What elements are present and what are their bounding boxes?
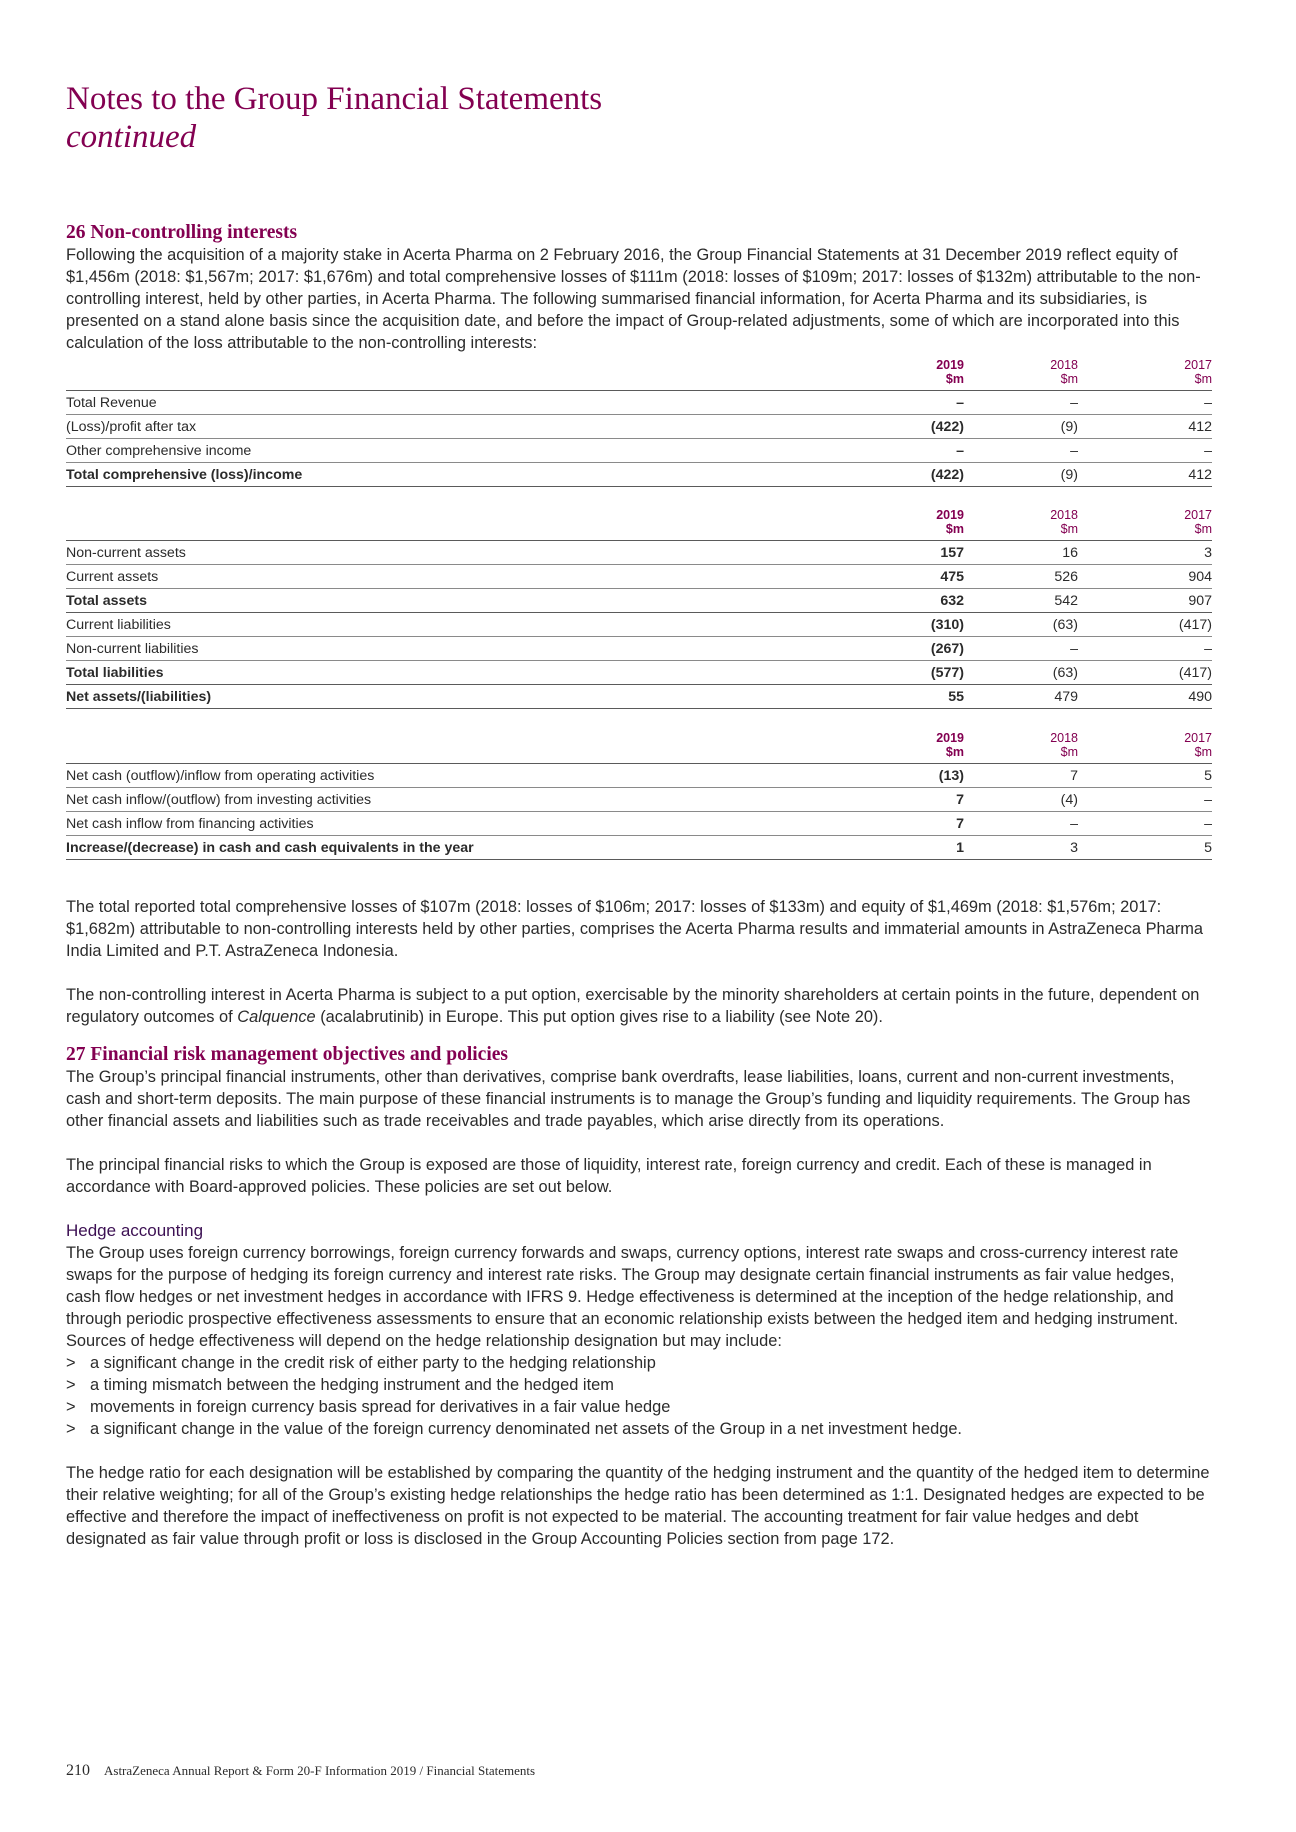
column-header-2018 <box>964 358 1078 391</box>
table-label-header <box>66 731 841 764</box>
hedge-accounting-para: The Group uses foreign currency borrowings, foreign currency forwards and swaps, currency options, interest rate swaps and cross-currency interest rate swaps for the purpose of hedging its foreign currency and interest rate risks. The Group may designate certain financial instruments as fair value hedges, cash flow hedges or net investment hedges in accordance with IFRS 9. Hedge effectiveness is determined at the inception of the hedge relationship, and through periodic prospective effectiveness assessments to ensure that an economic relationship exists between the hedged item and hedging instrument. Sources of hedge effectiveness will depend on the hedge relationship designation but may include: <box>66 1244 1179 1350</box>
column-header-2017 <box>1078 358 1212 391</box>
cell-v2017: – <box>1078 391 1212 415</box>
para-3-text-b: (acalabrutinib) in Europe. This put option gives rise to a liability (see Note 20). <box>315 1008 883 1026</box>
row-label: Current assets <box>66 565 841 589</box>
cell-v2019: (267) <box>841 637 964 661</box>
footer-text: AstraZeneca Annual Report & Form 20-F Information 2019 / Financial Statements <box>104 1763 536 1778</box>
cell-v2019: (577) <box>841 661 964 685</box>
row-label: Total liabilities <box>66 661 841 685</box>
bullet-marker: > <box>66 1398 76 1416</box>
table-row <box>66 685 1212 709</box>
cell-v2017: 490 <box>1078 685 1212 709</box>
page-subtitle: continued <box>66 119 197 155</box>
table-income <box>66 358 1212 487</box>
cell-v2019: (13) <box>841 764 964 788</box>
cell-v2018: 16 <box>964 541 1078 565</box>
table-row <box>66 565 1212 589</box>
note-26-heading: 26 Non-controlling interests <box>66 222 298 243</box>
cell-v2019: – <box>841 391 964 415</box>
cell-v2019: 7 <box>841 812 964 836</box>
cell-v2017: – <box>1078 637 1212 661</box>
para-3-text-a: The non-controlling interest in Acerta Pharma is subject to a put option, exercisable by the minority shareholders at certain points in the future, dependent on regulatory outcomes of <box>66 986 1200 1026</box>
column-unit: $m <box>945 522 964 536</box>
row-label: Net cash inflow/(outflow) from investing activities <box>66 788 841 812</box>
table-row <box>66 661 1212 685</box>
table-label-header <box>66 508 841 541</box>
hedge-ratio-para: The hedge ratio for each designation will be established by comparing the quantity of the hedging instrument and the quantity of the hedged item to determine their relative weighting; for all of the Group’s existing hedge relationships the hedge ratio has been determined as 1:1. Designated hedges are expected to be effective and therefore the impact of ineffectiveness on profit is not expected to be material. The accounting treatment for fair value hedges and debt designated as fair value through profit or loss is disclosed in the Group Accounting Policies section from page 172. <box>66 1464 1210 1548</box>
note-26-section <box>66 222 1212 354</box>
column-unit: $m <box>1194 522 1212 536</box>
cell-v2019: (422) <box>841 415 964 439</box>
cell-v2018: 479 <box>964 685 1078 709</box>
column-year: 2017 <box>1184 731 1212 745</box>
column-unit: $m <box>945 745 964 759</box>
cell-v2017: – <box>1078 439 1212 463</box>
cell-v2018: – <box>964 391 1078 415</box>
cell-v2018: (63) <box>964 613 1078 637</box>
balance-table <box>66 508 1212 709</box>
table-label-header <box>66 358 841 391</box>
hedge-sources-list <box>66 1352 1212 1440</box>
page-title: Notes to the Group Financial Statements <box>66 81 603 117</box>
note-27-para-1: The Group’s principal financial instruments, other than derivatives, comprise bank overdrafts, lease liabilities, loans, current and non-current investments, cash and short-term deposits. The main purpose of these financial instruments is to manage the Group’s funding and liquidity requirements. The Group has other financial assets and liabilities such as trade receivables and trade payables, which arise directly from its operations. <box>66 1068 1191 1130</box>
column-header-2017 <box>1078 508 1212 541</box>
cell-v2019: (310) <box>841 613 964 637</box>
cell-v2018: (63) <box>964 661 1078 685</box>
row-label: (Loss)/profit after tax <box>66 415 841 439</box>
cell-v2018: – <box>964 637 1078 661</box>
bullet-text: a significant change in the credit risk of either party to the hedging relationship <box>90 1354 656 1372</box>
column-header-2017 <box>1078 731 1212 764</box>
cell-v2019: 157 <box>841 541 964 565</box>
list-item <box>66 1396 1212 1418</box>
column-header-2018 <box>964 731 1078 764</box>
column-unit: $m <box>1060 372 1078 386</box>
row-label: Other comprehensive income <box>66 439 841 463</box>
table-cashflow <box>66 731 1212 860</box>
cell-v2019: (422) <box>841 463 964 487</box>
list-item <box>66 1418 1212 1440</box>
note-27-heading: 27 Financial risk management objectives and policies <box>66 1044 508 1065</box>
bullet-marker: > <box>66 1376 76 1394</box>
row-label: Net cash (outflow)/inflow from operating activities <box>66 764 841 788</box>
row-label: Non-current liabilities <box>66 637 841 661</box>
cell-v2018: 526 <box>964 565 1078 589</box>
table-row <box>66 589 1212 613</box>
cell-v2017: 412 <box>1078 415 1212 439</box>
page-number: 210 <box>66 1762 90 1779</box>
table-header-row <box>66 731 1212 764</box>
table-row <box>66 463 1212 487</box>
calquence-italic: Calquence <box>237 1008 316 1026</box>
cell-v2019: 7 <box>841 788 964 812</box>
cell-v2018: (9) <box>964 463 1078 487</box>
column-header-2018 <box>964 508 1078 541</box>
column-year: 2019 <box>936 731 964 745</box>
bullet-marker: > <box>66 1420 76 1438</box>
table-row <box>66 812 1212 836</box>
cell-v2017: 5 <box>1078 836 1212 860</box>
cashflow-table <box>66 731 1212 860</box>
column-unit: $m <box>1194 372 1212 386</box>
row-label: Current liabilities <box>66 613 841 637</box>
cell-v2018: 542 <box>964 589 1078 613</box>
note-26-intro: Following the acquisition of a majority stake in Acerta Pharma on 2 February 2016, the Group Financial Statements at 31 December 2019 reflect equity of $1,456m (2018: $1,567m; 2017: $1,676m) and total comprehensive losses of $111m (2018: losses of $109m; 2017: losses of $132m) attributable to the non-controlling interest, held by other parties, in Acerta Pharma. The following summarised financial information, for Acerta Pharma and its subsidiaries, is presented on a stand alone basis since the acquisition date, and before the impact of Group-related adjustments, some of which are incorporated into this calculation of the loss attributable to the non-controlling interests: <box>66 246 1201 352</box>
cell-v2017: (417) <box>1078 661 1212 685</box>
list-item <box>66 1352 1212 1374</box>
cell-v2017: 3 <box>1078 541 1212 565</box>
bullet-text: a timing mismatch between the hedging instrument and the hedged item <box>90 1376 614 1394</box>
table-row <box>66 391 1212 415</box>
table-row <box>66 637 1212 661</box>
column-unit: $m <box>945 372 964 386</box>
cell-v2017: – <box>1078 812 1212 836</box>
hedge-accounting-heading: Hedge accounting <box>66 1221 204 1240</box>
cell-v2017: 5 <box>1078 764 1212 788</box>
cell-v2018: – <box>964 439 1078 463</box>
cell-v2017: 412 <box>1078 463 1212 487</box>
page-footer <box>66 1762 535 1780</box>
income-table <box>66 358 1212 487</box>
cell-v2019: – <box>841 439 964 463</box>
cell-v2018: (9) <box>964 415 1078 439</box>
table-row <box>66 836 1212 860</box>
column-year: 2017 <box>1184 358 1212 372</box>
cell-v2019: 475 <box>841 565 964 589</box>
note-26-para-2: The total reported total comprehensive losses of $107m (2018: losses of $106m; 2017: losses of $133m) and equity of $1,469m (2018: $1,576m; 2017: $1,682m) attributable to non-controlling interests held by other parties, comprises the Acerta Pharma results and immaterial amounts in AstraZeneca Pharma India Limited and P.T. AstraZeneca Indonesia. <box>66 898 1203 960</box>
row-label: Increase/(decrease) in cash and cash equivalents in the year <box>66 836 841 860</box>
column-header-2019 <box>841 508 964 541</box>
cell-v2017: – <box>1078 788 1212 812</box>
row-label: Net cash inflow from financing activities <box>66 812 841 836</box>
row-label: Non-current assets <box>66 541 841 565</box>
bullet-marker: > <box>66 1354 76 1372</box>
table-row <box>66 764 1212 788</box>
column-year: 2017 <box>1184 508 1212 522</box>
table-header-row <box>66 508 1212 541</box>
cell-v2018: – <box>964 812 1078 836</box>
column-unit: $m <box>1194 745 1212 759</box>
note-27-section <box>66 1044 1212 1550</box>
cell-v2019: 55 <box>841 685 964 709</box>
cell-v2018: 3 <box>964 836 1078 860</box>
table-row <box>66 415 1212 439</box>
cell-v2019: 632 <box>841 589 964 613</box>
column-unit: $m <box>1060 522 1078 536</box>
cell-v2018: 7 <box>964 764 1078 788</box>
note-27-para-2: The principal financial risks to which the Group is exposed are those of liquidity, interest rate, foreign currency and credit. Each of these is managed in accordance with Board-approved policies. These policies are set out below. <box>66 1156 1152 1196</box>
list-item <box>66 1374 1212 1396</box>
column-year: 2018 <box>1050 731 1078 745</box>
cell-v2017: (417) <box>1078 613 1212 637</box>
row-label: Total assets <box>66 589 841 613</box>
cell-v2017: 904 <box>1078 565 1212 589</box>
table-row <box>66 613 1212 637</box>
note-26-paragraphs <box>66 896 1212 1028</box>
column-year: 2018 <box>1050 508 1078 522</box>
column-unit: $m <box>1060 745 1078 759</box>
bullet-text: movements in foreign currency basis spread for derivatives in a fair value hedge <box>90 1398 671 1416</box>
row-label: Net assets/(liabilities) <box>66 685 841 709</box>
column-year: 2018 <box>1050 358 1078 372</box>
cell-v2019: 1 <box>841 836 964 860</box>
note-26-para-3 <box>66 984 1212 1028</box>
table-balance <box>66 508 1212 709</box>
row-label: Total Revenue <box>66 391 841 415</box>
column-header-2019 <box>841 358 964 391</box>
cell-v2017: 907 <box>1078 589 1212 613</box>
column-header-2019 <box>841 731 964 764</box>
table-row <box>66 788 1212 812</box>
table-row <box>66 541 1212 565</box>
table-header-row <box>66 358 1212 391</box>
row-label: Total comprehensive (loss)/income <box>66 463 841 487</box>
cell-v2018: (4) <box>964 788 1078 812</box>
column-year: 2019 <box>936 508 964 522</box>
page-header <box>66 80 602 156</box>
column-year: 2019 <box>936 358 964 372</box>
bullet-text: a significant change in the value of the foreign currency denominated net assets of the Group in a net investment hedge. <box>90 1420 962 1438</box>
table-row <box>66 439 1212 463</box>
